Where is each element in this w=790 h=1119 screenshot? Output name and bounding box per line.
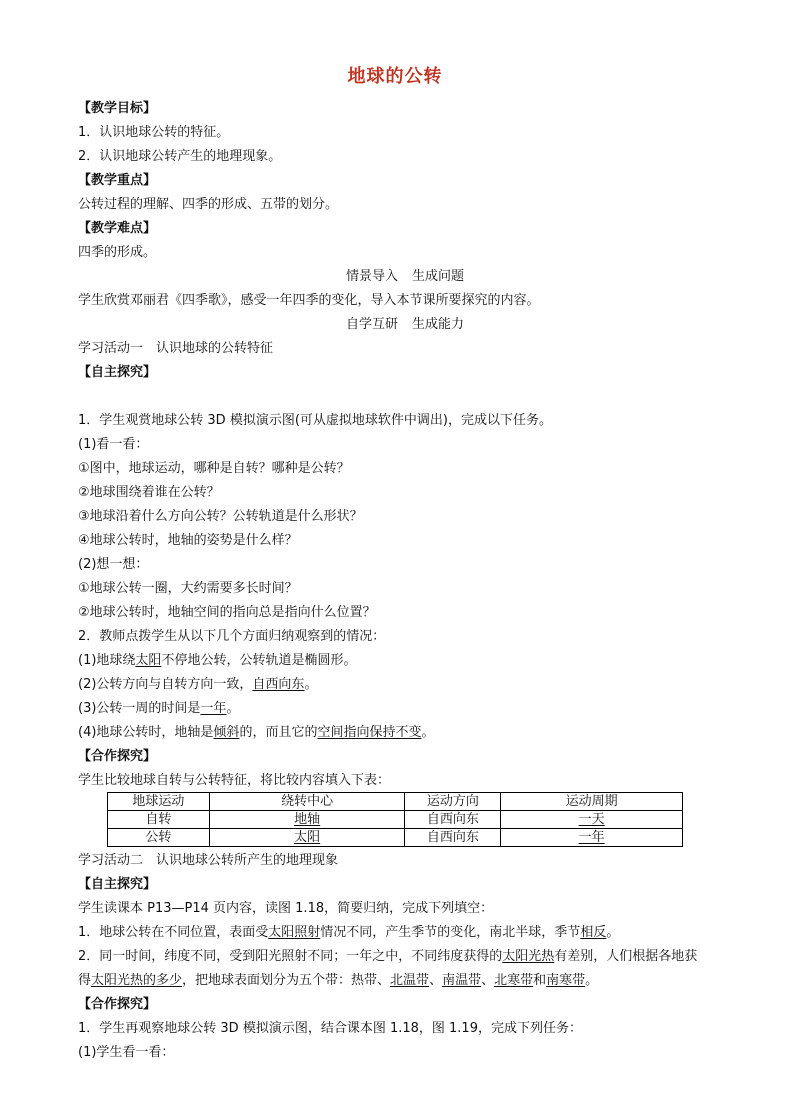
table-header-cell: 运动周期 — [501, 793, 683, 811]
table-cell-answer: 一天 — [578, 812, 605, 827]
table-header-cell: 绕转中心 — [209, 793, 405, 811]
question-3: ③地球沿着什么方向公转？公转轨道是什么形状？ — [78, 509, 363, 524]
task-2: 2．教师点拨学生从以下几个方面归纳观察到的情况： — [78, 629, 386, 644]
point-4-text-c: 。 — [421, 725, 435, 740]
question-5: ①地球公转一圈，大约需要多长时间？ — [78, 581, 298, 596]
fill-1-answer-2: 相反 — [580, 925, 607, 940]
comparison-table — [107, 792, 683, 847]
self-study-heading — [346, 316, 464, 334]
fill-2-text-b: 有差别，人们根据各地获 — [554, 949, 698, 964]
fill-3-answer-1: 太阳光热的多少 — [91, 973, 183, 988]
table-row — [108, 811, 683, 829]
intro-heading — [346, 268, 464, 286]
fill-3-text-b: ，把地球表面划分为五个带：热带、 — [182, 973, 391, 988]
point-1 — [78, 652, 356, 670]
table-cell: 自西向东 — [405, 811, 501, 829]
point-2 — [78, 676, 317, 694]
self-study-heading-a: 自学互研 — [346, 317, 399, 332]
activity-1-heading: 学习活动一 认识地球的公转特征 — [78, 341, 274, 356]
table-header-cell: 运动方向 — [405, 793, 501, 811]
table-cell — [209, 811, 405, 829]
point-3-answer: 一年 — [200, 701, 227, 716]
fill-3-answer-5: 南寒带 — [546, 973, 586, 988]
table-cell — [209, 829, 405, 847]
point-4-text-b: 的，而且它的 — [239, 725, 318, 740]
table-row — [108, 829, 683, 847]
point-3-text-b: 。 — [226, 701, 240, 716]
question-2: ②地球围绕着谁在公转？ — [78, 485, 220, 500]
question-6: ②地球公转时，地轴空间的指向总是指向什么位置？ — [78, 605, 376, 620]
table-cell — [501, 811, 683, 829]
coop-header-2: 【合作探究】 — [78, 997, 157, 1012]
coop-text-2: 1．学生再观察地球公转 3D 模拟演示图，结合课本图 1.18，图 1.19，完成下列任务： — [78, 1021, 582, 1036]
point-4-answer-1: 倾斜 — [213, 725, 240, 740]
explore-header-2: 【自主探究】 — [78, 877, 157, 892]
goal-item-1: 1．认识地球公转的特征。 — [78, 125, 230, 140]
question-4: ④地球公转时，地轴的姿势是什么样？ — [78, 533, 298, 548]
point-2-text-b: 。 — [304, 677, 318, 692]
key-header: 【教学重点】 — [78, 173, 157, 188]
fill-3-answer-4: 北寒带 — [494, 973, 534, 988]
point-3-text-a: (3)公转一周的时间是 — [78, 701, 201, 716]
point-2-text-a: (2)公转方向与自转方向一致， — [78, 677, 253, 692]
intro-heading-a: 情景导入 — [346, 269, 399, 284]
table-header-row — [108, 793, 683, 811]
difficulty-header: 【教学难点】 — [78, 221, 157, 236]
fill-3-text-c: 、 — [429, 973, 443, 988]
point-2-answer: 自西向东 — [252, 677, 305, 692]
fill-3 — [78, 972, 598, 990]
table-cell-answer: 地轴 — [294, 812, 321, 827]
table-cell: 自转 — [108, 811, 210, 829]
point-1-text-b: 不停地公转，公转轨道是椭圆形。 — [161, 653, 357, 668]
table-cell: 自西向东 — [405, 829, 501, 847]
fill-2-text-a: 2．同一时间，纬度不同，受到阳光照射不同；一年之中，不同纬度获得的 — [78, 949, 503, 964]
goal-header: 【教学目标】 — [78, 101, 157, 116]
task-1: 1．学生观赏地球公转 3D 模拟演示图(可从虚拟地球软件中调出)，完成以下任务。 — [78, 413, 552, 428]
table-header-cell: 地球运动 — [108, 793, 210, 811]
fill-2 — [78, 948, 697, 966]
fill-3-text-f: 。 — [585, 973, 599, 988]
read-text: 学生读课本 P13—P14 页内容，读图 1.18，简要归纳，完成下列填空： — [78, 901, 494, 916]
point-3 — [78, 700, 239, 718]
fill-2-answer-1: 太阳光热 — [502, 949, 555, 964]
difficulty-text: 四季的形成。 — [78, 245, 157, 260]
point-1-text-a: (1)地球绕 — [78, 653, 136, 668]
question-1: ①图中，地球运动，哪种是自转？哪种是公转？ — [78, 461, 350, 476]
point-4 — [78, 724, 434, 742]
think-header: (2)想一想： — [78, 557, 149, 572]
intro-text: 学生欣赏邓丽君《四季歌》，感受一年四季的变化，导入本节课所要探究的内容。 — [78, 293, 540, 308]
key-text: 公转过程的理解、四季的形成、五带的划分。 — [78, 197, 339, 212]
look-header: (1)看一看： — [78, 437, 149, 452]
coop-header-1: 【合作探究】 — [78, 749, 157, 764]
fill-3-answer-2: 北温带 — [390, 973, 430, 988]
table-cell — [501, 829, 683, 847]
point-4-answer-2: 空间指向保持不变 — [317, 725, 422, 740]
look-header-2: (1)学生看一看： — [78, 1045, 175, 1060]
point-4-text-a: (4)地球公转时，地轴是 — [78, 725, 214, 740]
explore-header-1: 【自主探究】 — [78, 365, 157, 380]
fill-1-text-a: 1．地球公转在不同位置，表面受 — [78, 925, 269, 940]
fill-3-text-a: 得 — [78, 973, 92, 988]
fill-1-text-b: 情况不同，产生季节的变化，南北半球，季节 — [320, 925, 581, 940]
point-1-answer: 太阳 — [135, 653, 162, 668]
fill-3-text-e: 和 — [533, 973, 547, 988]
page-title: 地球的公转 — [347, 66, 443, 87]
intro-heading-b: 生成问题 — [412, 269, 465, 284]
fill-3-answer-3: 南温带 — [442, 973, 482, 988]
table-cell-answer: 一年 — [578, 830, 605, 845]
fill-1-answer-1: 太阳照射 — [268, 925, 321, 940]
fill-1-text-c: 。 — [606, 925, 620, 940]
table-cell-answer: 太阳 — [294, 830, 321, 845]
activity-2-heading: 学习活动二 认识地球公转所产生的地理现象 — [78, 853, 339, 868]
table-cell: 公转 — [108, 829, 210, 847]
fill-3-text-d: 、 — [481, 973, 495, 988]
fill-1 — [78, 924, 619, 942]
self-study-heading-b: 生成能力 — [412, 317, 465, 332]
coop-text-1: 学生比较地球自转与公转特征，将比较内容填入下表： — [78, 773, 391, 788]
goal-item-2: 2．认识地球公转产生的地理现象。 — [78, 149, 282, 164]
